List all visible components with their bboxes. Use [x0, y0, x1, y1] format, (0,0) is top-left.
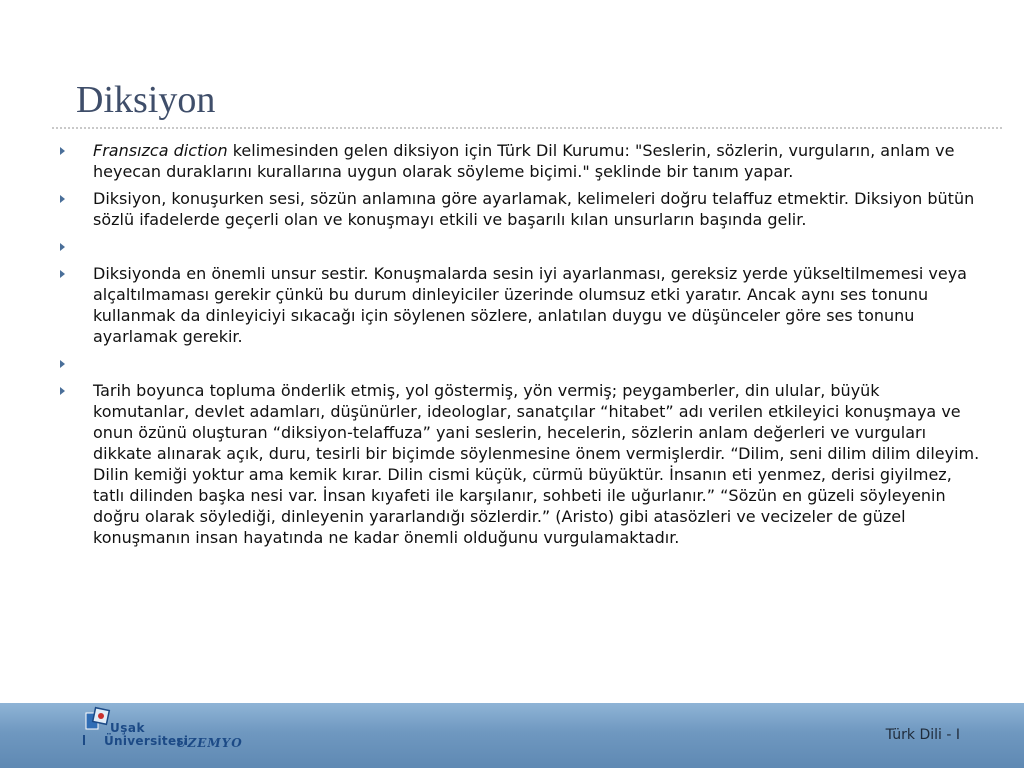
university-logo — [80, 703, 280, 767]
bullet-italic-lead: Fransızca diction — [93, 141, 228, 160]
title-divider — [52, 127, 1002, 129]
bullet-body: kelimesinden gelen diksiyon için Türk Dil Kurumu: "Seslerin, sözlerin, vurguların, anlam ve heyecan duraklarını kurallarına uygun olarak söyleme biçimi." şeklinde bir tanım yapar. — [93, 141, 955, 181]
bullet-item — [60, 188, 980, 230]
bullet-item-empty — [60, 353, 980, 374]
triangle-bullet-icon — [60, 243, 65, 251]
slide-title: Diksiyon — [76, 79, 216, 121]
triangle-bullet-icon — [60, 360, 65, 368]
bullet-list — [60, 140, 980, 554]
logo-text-usak: Uşak — [110, 721, 145, 735]
bullet-item-empty — [60, 236, 980, 257]
triangle-bullet-icon — [60, 270, 65, 278]
bullet-text: Diksiyon, konuşurken sesi, sözün anlamına göre ayarlamak, kelimeleri doğru telaffuz etmektir. Diksiyon bütün sözlü ifadelerde geçerli olan ve konuşmayı etkili ve başarılı kılan unsurların başında gelir. — [93, 189, 975, 229]
course-label: Türk Dili - I — [885, 727, 960, 743]
bullet-item — [60, 380, 980, 548]
footer-band — [0, 703, 1024, 768]
triangle-bullet-icon — [60, 387, 65, 395]
logo-text-uzemyo: UZEMYO — [176, 736, 243, 750]
bullet-text: Tarih boyunca topluma önderlik etmiş, yol göstermiş, yön vermiş; peygamberler, din ulular, büyük komutanlar, devlet adamları, düşünürler, ideologlar, sanatçılar “hitabet” adı verilen etkileyici konuşmaya ve onun özünü oluşturan “diksiyon-telaffuza” yani seslerin, hecelerin, sözlerin anlam değerleri ve vurguları dikkate alınarak açık, duru, tesirli bir biçimde söylenmesine önem vermişlerdir. “Dilim, seni dilim dilim dileyim. Dilin kemiği yoktur ama kemik kırar. Dilin cismi küçük, cürmü büyüktür. İnsanın eti yenmez, derisi giyilmez, tatlı dilinden başka nesi var. İnsan kıyafeti ile karşılanır, sohbeti ile uğurlanır.” “Sözün en güzeli söyleyenin doğru olarak söylediği, dinleyenin yararlandığı sözlerdir.” (Aristo) gibi atasözleri ve vecizeler de güzel konuşmanın insan hayatında ne kadar önemli olduğunu vurgulamaktadır. — [93, 381, 980, 547]
bullet-item — [60, 263, 980, 347]
triangle-bullet-icon — [60, 147, 65, 155]
triangle-bullet-icon — [60, 195, 65, 203]
logo-text-universitesi: Üniversitesi — [104, 734, 189, 748]
bullet-text: Diksiyonda en önemli unsur sestir. Konuşmalarda sesin iyi ayarlanması, gereksiz yerde yükseltilmemesi veya alçaltılmaması gerekir çünkü bu durum dinleyiciler üzerinde olumsuz etki yaratır. Ancak aynı ses tonunu kullanmak da dinleyiciyi sıkacağı için söylenen sözlere, anlatılan duygu ve düşünceler göre ses tonunu ayarlamak gerekir. — [93, 264, 967, 346]
bullet-item — [60, 140, 980, 182]
bullet-text — [93, 140, 980, 182]
